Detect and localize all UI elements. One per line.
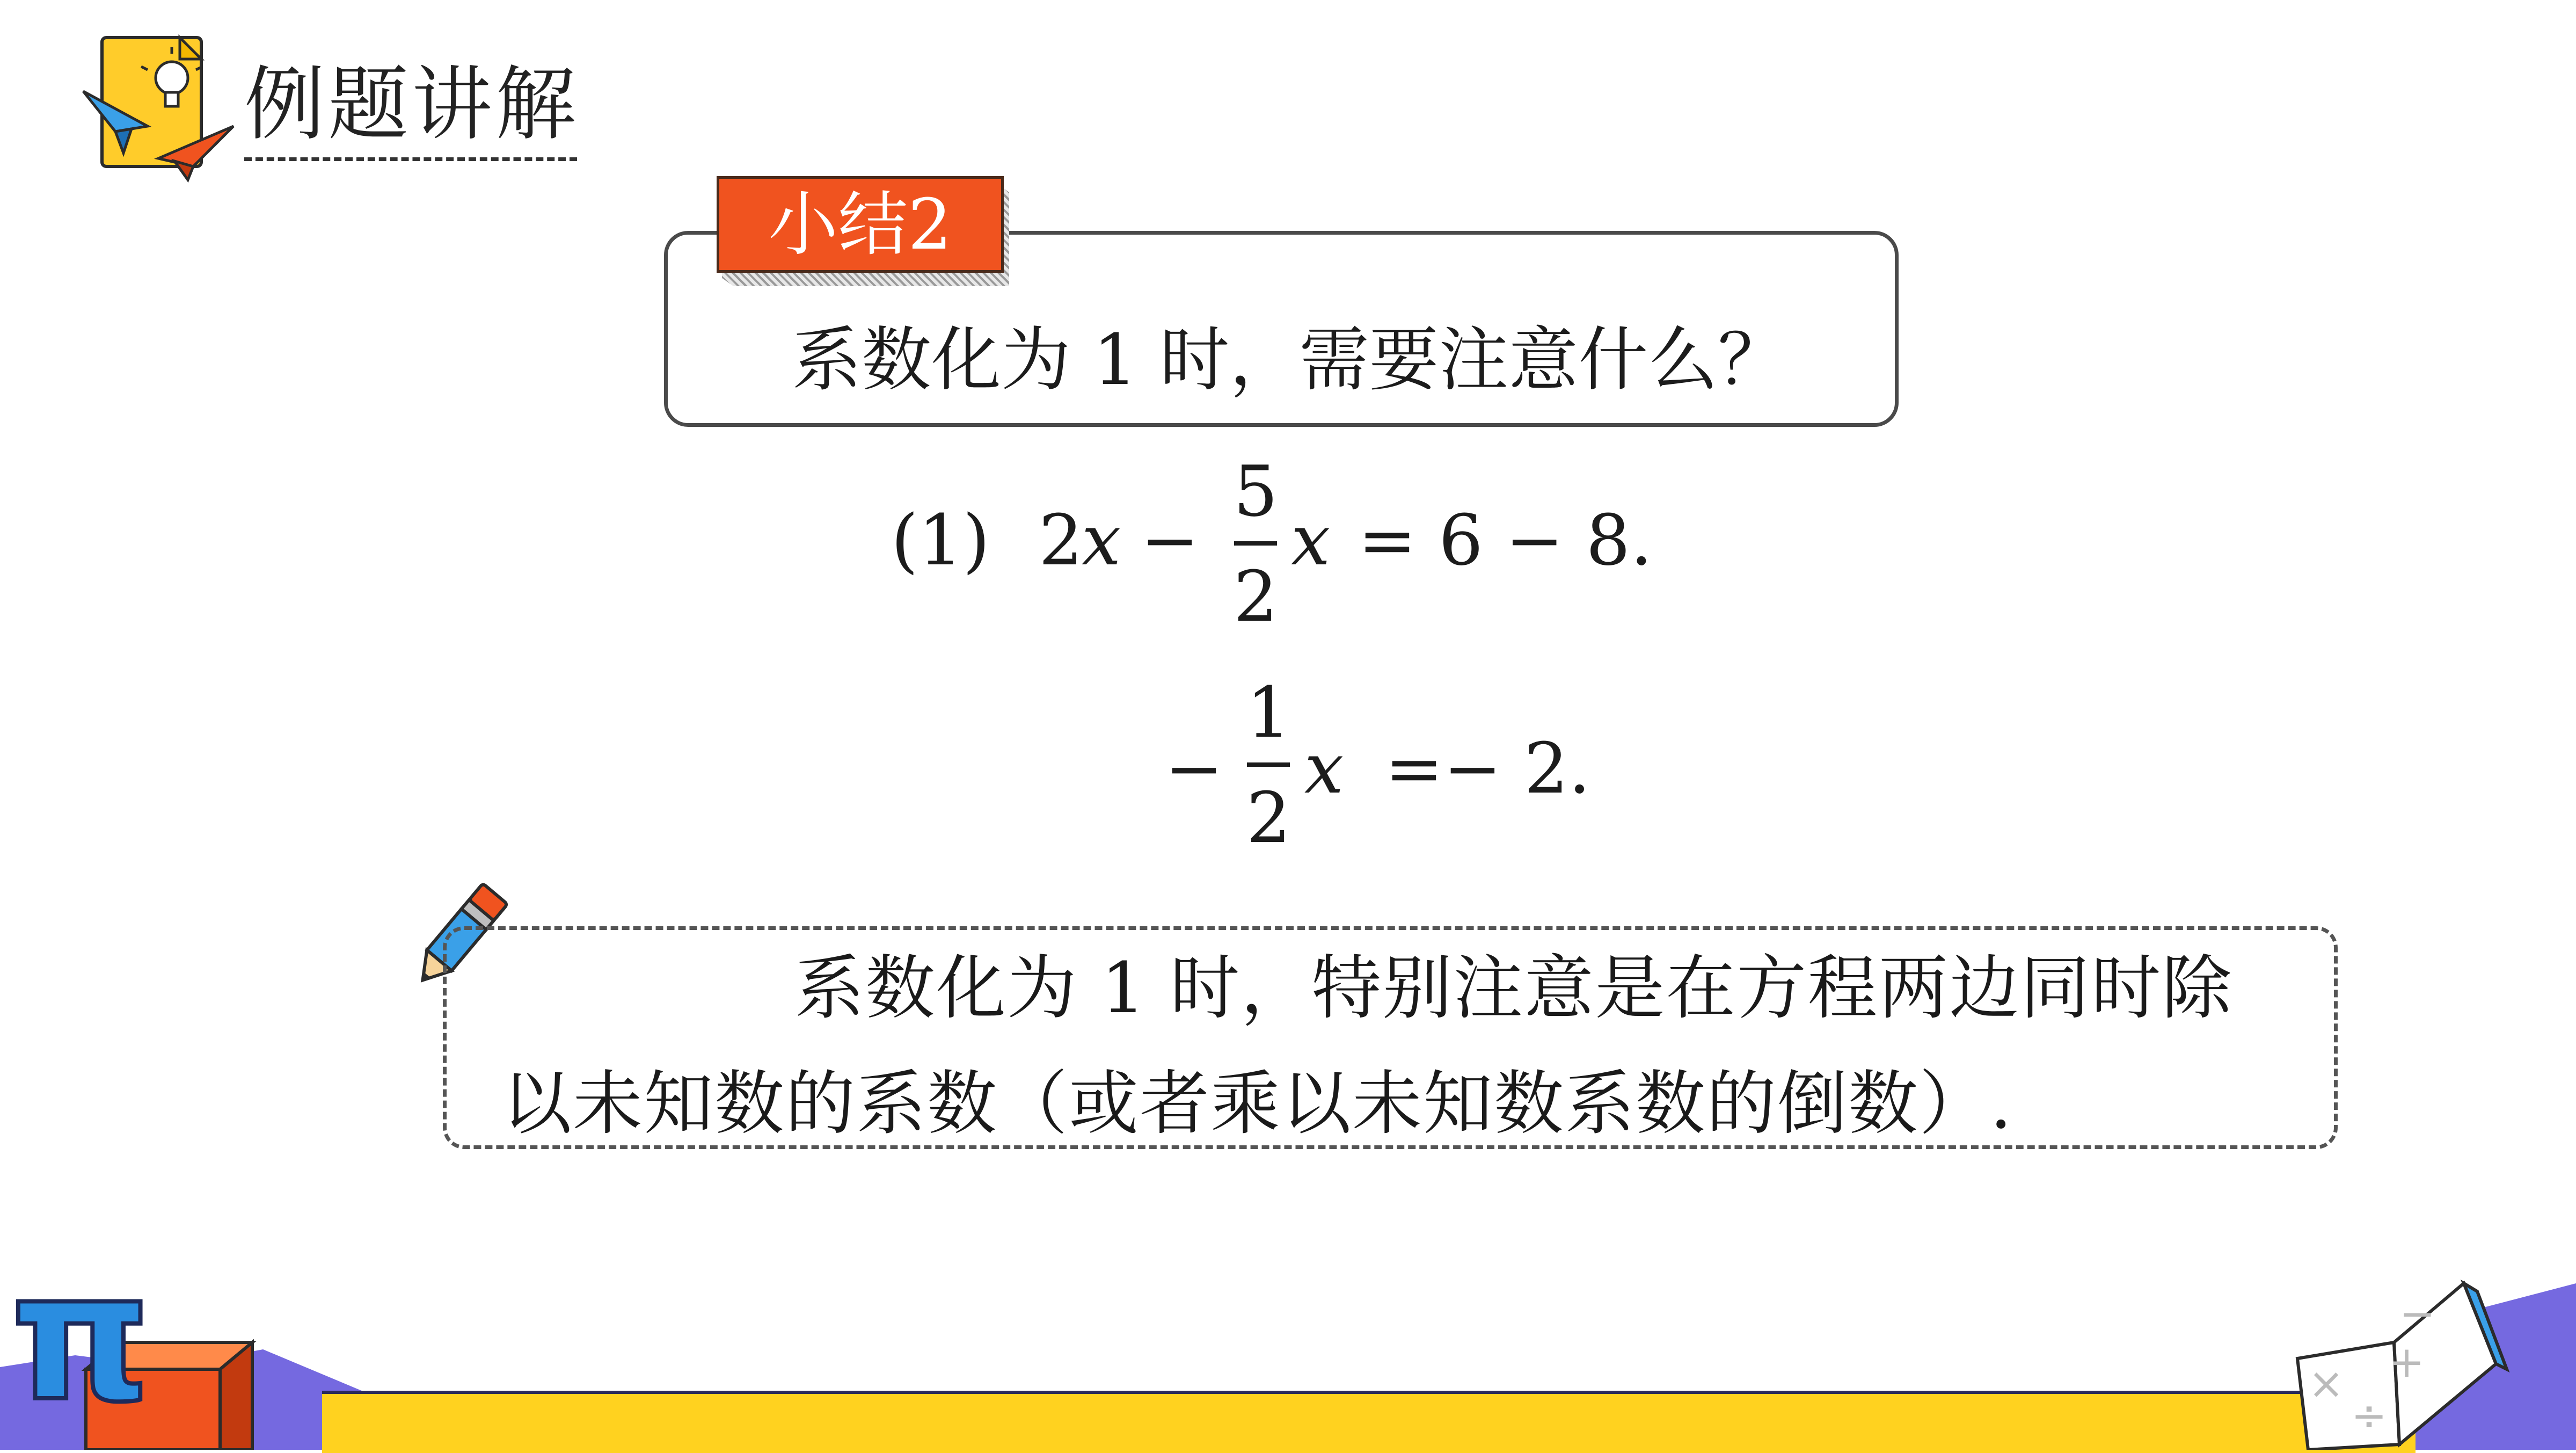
lightbulb-paper-icon	[78, 32, 239, 183]
equation-1-fraction	[1234, 451, 1278, 637]
footer-band	[322, 1391, 2416, 1453]
equation-2-rhs: =− 2.	[1385, 728, 1591, 809]
note-text-line-2: 以未知数的系数（或者乘以未知数系数的倒数）.	[502, 1063, 2013, 1144]
equation-1-rhs: = 6 − 8.	[1358, 499, 1653, 581]
book-symbol-minus: −	[2399, 1289, 2436, 1339]
note-text-line-1: 系数化为 1 时，特别注意是在方程两边同时除	[794, 947, 2233, 1029]
title-underline	[244, 157, 577, 161]
equation-1-label: (1)	[891, 499, 990, 581]
equation-2-var: x	[1304, 728, 1344, 809]
equation-2-frac-numerator: 1	[1246, 672, 1291, 753]
equation-2-fraction	[1246, 672, 1291, 859]
equation-1-var: x	[1082, 499, 1121, 581]
pi-icon	[11, 1234, 151, 1440]
pi-symbol: π	[11, 1234, 151, 1440]
equation-1-frac-bar	[1234, 541, 1277, 546]
summary-tab-label: 小结2	[768, 184, 952, 265]
equation-1-coef: 2	[1039, 499, 1083, 581]
equation-1-frac-denominator: 2	[1234, 556, 1278, 637]
equation-1-frac-numerator: 5	[1234, 451, 1278, 532]
equation-1-var-2: x	[1291, 499, 1331, 581]
page-title: 例题讲解	[244, 58, 580, 151]
book-symbol-divide: ÷	[2351, 1391, 2388, 1441]
equation-2-minus: −	[1165, 728, 1223, 809]
summary-question: 系数化为 1 时，需要注意什么？	[792, 319, 1788, 401]
book-symbol-plus: +	[2389, 1337, 2425, 1387]
book-symbol-times: ×	[2308, 1358, 2345, 1408]
equation-2-frac-denominator: 2	[1246, 777, 1291, 859]
equation-2-frac-bar	[1247, 762, 1290, 767]
equation-1-minus: −	[1141, 499, 1199, 581]
